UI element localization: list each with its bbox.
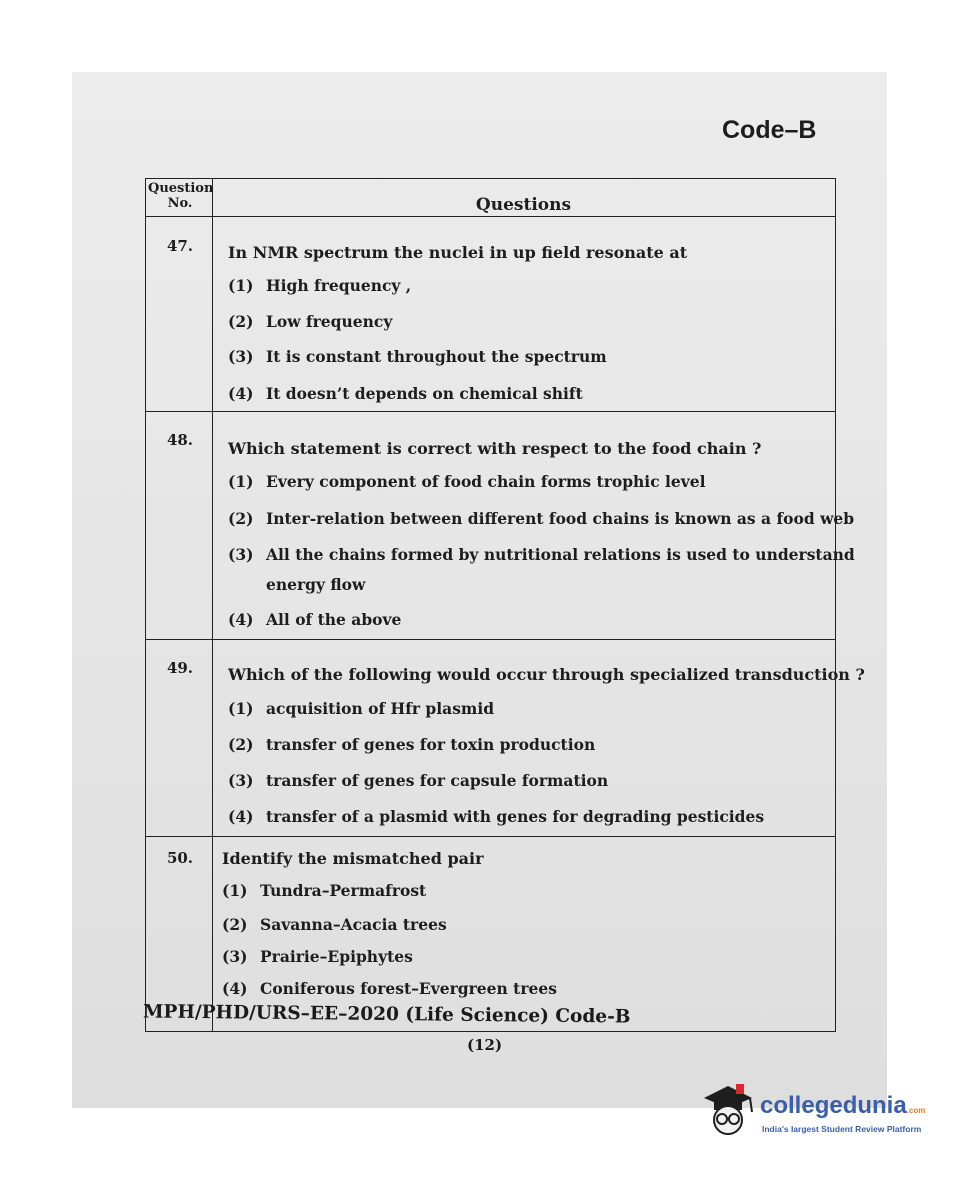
option	[228, 807, 764, 826]
option-number: (3)	[228, 771, 254, 790]
questions-table	[142, 178, 865, 1032]
option-text: transfer of genes for toxin production	[266, 735, 596, 754]
option	[228, 472, 706, 491]
brand-tagline: India's largest Student Review Platform	[762, 1124, 922, 1134]
option-text: Prairie–Epiphytes	[260, 947, 413, 966]
option	[228, 312, 392, 331]
question-number: 47.	[166, 237, 194, 255]
option	[222, 947, 413, 966]
option-number: (2)	[228, 735, 254, 754]
option	[222, 915, 447, 934]
option	[228, 771, 608, 790]
question-number: 50.	[166, 849, 194, 867]
option-continuation: energy flow	[266, 575, 366, 594]
option-number: (4)	[228, 610, 254, 629]
option	[228, 276, 411, 295]
option	[228, 509, 854, 528]
option-number: (1)	[228, 699, 254, 718]
question-text: Which of the following would occur through specialized transduction ?	[228, 665, 865, 684]
option-text: Low frequency	[266, 312, 393, 331]
option-text: It is constant throughout the spectrum	[266, 347, 607, 366]
option-number: (2)	[228, 312, 254, 331]
brand-logo	[760, 1092, 925, 1120]
option-text: It doesn’t depends on chemical shift	[266, 384, 583, 403]
option-number: (4)	[222, 979, 248, 998]
option-number: (2)	[228, 509, 254, 528]
option-number: (4)	[228, 807, 254, 826]
page-number: (12)	[467, 1036, 503, 1054]
question-number: 49.	[166, 659, 194, 677]
option-text: High frequency ,	[266, 276, 412, 295]
brand-name: collegedunia	[760, 1092, 907, 1119]
option	[228, 545, 855, 564]
row-divider	[146, 639, 835, 640]
option-text: All of the above	[266, 610, 402, 629]
option-text: All the chains formed by nutritional relations is used to understand	[266, 545, 855, 564]
option-number: (1)	[228, 472, 254, 491]
option	[228, 699, 494, 718]
option-number: (4)	[228, 384, 254, 403]
header-divider	[146, 216, 835, 217]
option-number: (1)	[228, 276, 254, 295]
option-text: Coniferous forest–Evergreen trees	[260, 979, 557, 998]
brand-suffix: .com	[906, 1106, 926, 1115]
option	[228, 347, 607, 366]
row-divider	[146, 411, 835, 412]
question-text: Which statement is correct with respect to the food chain ?	[228, 439, 762, 458]
code-label: Code–B	[722, 116, 817, 144]
exam-footer: MPH/PHD/URS–EE–2020 (Life Science) Code-B	[142, 1001, 631, 1028]
option-text: Inter-relation between different food chains is known as a food web	[266, 509, 855, 528]
option-number: (1)	[222, 881, 248, 900]
column-header-questions: Questions	[475, 195, 572, 215]
option-text: transfer of genes for capsule formation	[266, 771, 609, 790]
option	[228, 610, 401, 629]
option-text: Savanna–Acacia trees	[260, 915, 447, 934]
column-header-qno: Question No.	[148, 181, 214, 211]
option-number: (3)	[222, 947, 248, 966]
row-divider	[146, 836, 835, 837]
option-text: Tundra–Permafrost	[260, 881, 427, 900]
column-divider	[212, 179, 213, 1031]
option-number: (3)	[228, 347, 254, 366]
option-text: acquisition of Hfr plasmid	[266, 699, 495, 718]
option-number: (2)	[222, 915, 248, 934]
option	[228, 384, 583, 403]
option	[228, 735, 595, 754]
option	[222, 979, 557, 998]
option	[222, 881, 426, 900]
option-number: (3)	[228, 545, 254, 564]
option-text: Every component of food chain forms trophic level	[266, 472, 706, 491]
question-text: Identify the mismatched pair	[222, 849, 484, 868]
question-number: 48.	[166, 431, 194, 449]
question-text: In NMR spectrum the nuclei in up field resonate at	[228, 243, 688, 262]
option-text: transfer of a plasmid with genes for degrading pesticides	[266, 807, 765, 826]
